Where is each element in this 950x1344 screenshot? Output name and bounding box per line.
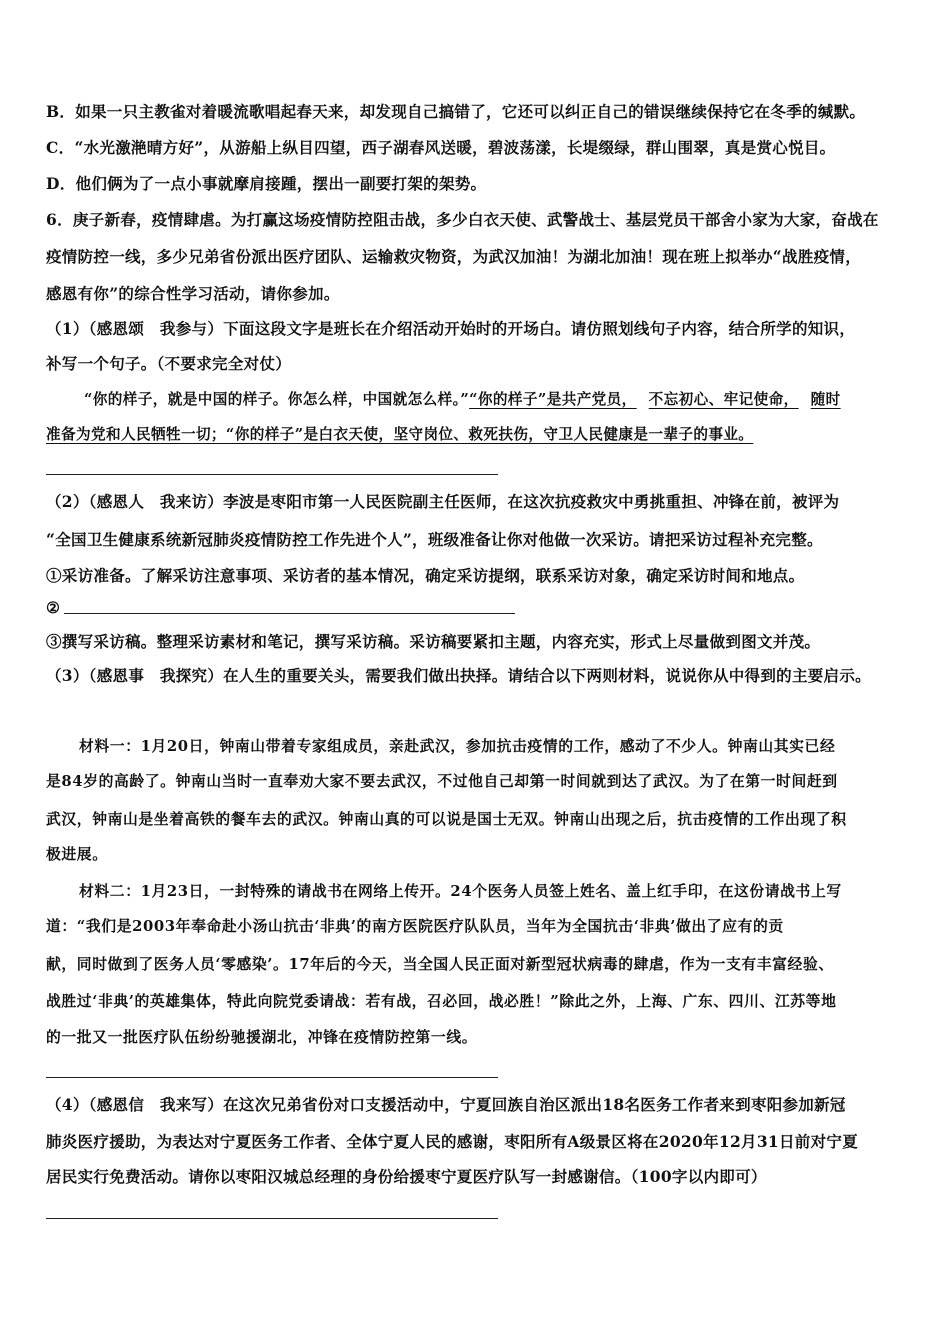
option-d-text: 他们俩为了一点小事就摩肩接踵，摆出一副要打架的架势。 bbox=[75, 174, 487, 193]
quote-underlined-1: “你的样子”是共产党员， bbox=[469, 391, 637, 408]
answer-blank-4[interactable] bbox=[46, 1218, 498, 1219]
material-2-line-2: 道：“我们是2003年奉命赴小汤山抗击‘非典’的南方医院医疗队队员，当年为全国抗击‘非典’做出了应有的贡 bbox=[46, 918, 784, 935]
q6-part3: （3）（感恩事 我探究）在人生的重要关头，需要我们做出抉择。请结合以下两则材料，说说你从中得到的主要启示。 bbox=[46, 666, 871, 685]
answer-blank-2[interactable] bbox=[64, 613, 515, 614]
material-1-line-4: 极进展。 bbox=[46, 846, 108, 863]
material-1-line-2: 是84岁的高龄了。钟南山当时一直奉劝大家不要去武汉，不过他自己却第一时间就到达了武汉。为了在第一时间赶到 bbox=[46, 773, 838, 790]
interview-step-2-label: ② bbox=[46, 598, 61, 617]
q6-intro-line-3: 感恩有你”的综合性学习活动，请你参加。 bbox=[46, 284, 340, 303]
q6-part1-line-2: 补写一个句子。（不要求完全对仗） bbox=[46, 354, 292, 373]
q6-part1-line-1: （1）（感恩颂 我参与）下面这段文字是班长在介绍活动开始时的开场白。请仿照划线句子内容，结合所学的知识， bbox=[46, 319, 856, 338]
quote-lead: “你的样子，就是中国的样子。你怎么样，中国就怎么样。” bbox=[84, 391, 470, 408]
material-2-line-5: 的一批又一批医疗队伍纷纷驰援湖北，冲锋在疫情防控第一线。 bbox=[46, 1029, 478, 1046]
option-b-text: 如果一只主教雀对着暖流歌唱起春天来，却发现自己搞错了，它还可以纠正自己的错误继续保持它在冬季的缄默。 bbox=[75, 102, 866, 121]
material-2-line-4: 战胜过‘非典’的英雄集体，特此向院党委请战：若有战，召必回，战必胜！”除此之外，上海、广东、四川、江苏等地 bbox=[46, 993, 837, 1010]
q6-part4-line-1: （4）（感恩信 我来写）在这次兄弟省份对口支援活动中，宁夏回族自治区派出18名医务工作者来到枣阳参加新冠 bbox=[46, 1095, 846, 1114]
option-c bbox=[46, 138, 916, 158]
answer-blank-1[interactable] bbox=[46, 474, 498, 475]
material-2-line-3: 献，同时做到了医务人员‘零感染’。17年后的今天，当全国人民正面对新型冠状病毒的肆虐，作为一支有丰富经验、 bbox=[46, 956, 834, 973]
answer-blank-3[interactable] bbox=[46, 1077, 498, 1078]
interview-step-3: ③撰写采访稿。整理采访素材和笔记，撰写采访稿。采访稿要紧扣主题，内容充实，形式上尽量做到图文并茂。 bbox=[46, 632, 821, 651]
interview-step-1: ①采访准备。了解采访注意事项、采访者的基本情况，确定采访提纲，联系采访对象，确定采访时间和地点。 bbox=[46, 566, 805, 585]
opening-quote-line-1 bbox=[84, 390, 950, 410]
material-1-line-1: 材料一：1月20日，钟南山带着专家组成员，亲赴武汉，参加抗击疫情的工作，感动了不少人。钟南山其实已经 bbox=[79, 738, 836, 755]
material-2-line-1: 材料二：1月23日，一封特殊的请战书在网络上传开。24个医务人员签上姓名、盖上红手印，在这份请战书上写 bbox=[79, 883, 842, 900]
q6-part2-line-2: “全国卫生健康系统新冠肺炎疫情防控工作先进个人”，班级准备让你对他做一次采访。请把采访过程补充完整。 bbox=[46, 530, 823, 549]
option-b bbox=[46, 102, 916, 122]
q6-part4-line-2: 肺炎医疗援助，为表达对宁夏医务工作者、全体宁夏人民的感谢，枣阳所有A级景区将在2020年12月31日前对宁夏 bbox=[46, 1132, 859, 1151]
material-1-line-3: 武汉，钟南山是坐着高铁的餐车去的武汉。钟南山真的可以说是国士无双。钟南山出现之后，抗击疫情的工作出现了积 bbox=[46, 811, 847, 828]
q6-intro-line-2: 疫情防控一线，多少兄弟省份派出医疗团队、运输救灾物资，为武汉加油！为湖北加油！现在班上拟举办“战胜疫情， bbox=[46, 247, 862, 266]
option-b-label: B． bbox=[46, 102, 76, 121]
quote-underlined-3: 随时 bbox=[810, 391, 841, 408]
option-d bbox=[46, 174, 916, 194]
option-c-label: C． bbox=[46, 138, 75, 157]
q6-part2-line-1: （2）（感恩人 我来访）李波是枣阳市第一人民医院副主任医师，在这次抗疫救灾中勇挑重担、冲锋在前，被评为 bbox=[46, 492, 840, 511]
opening-quote-line-2: 准备为党和人民牺牲一切；“你的样子”是白衣天使，坚守岗位、救死扶伤，守卫人民健康是一辈子的事业。 bbox=[46, 426, 754, 443]
q6-intro-line-1: 6．庚子新春，疫情肆虐。为打赢这场疫情防控阻击战，多少白衣天使、武警战士、基层党员干部舍小家为大家，奋战在 bbox=[46, 210, 879, 229]
quote-underlined-2: 不忘初心、牢记使命， bbox=[648, 391, 799, 408]
option-d-label: D． bbox=[46, 174, 76, 193]
q6-part4-line-3: 居民实行免费活动。请你以枣阳汉城总经理的身份给援枣宁夏医疗队写一封感谢信。（100字以内即可） bbox=[46, 1167, 767, 1186]
option-c-text: “水光激滟晴方好”，从游船上纵目四望，西子湖春风送暖，碧波荡漾，长堤缀绿，群山围翠，真是赏心悦目。 bbox=[74, 138, 836, 157]
